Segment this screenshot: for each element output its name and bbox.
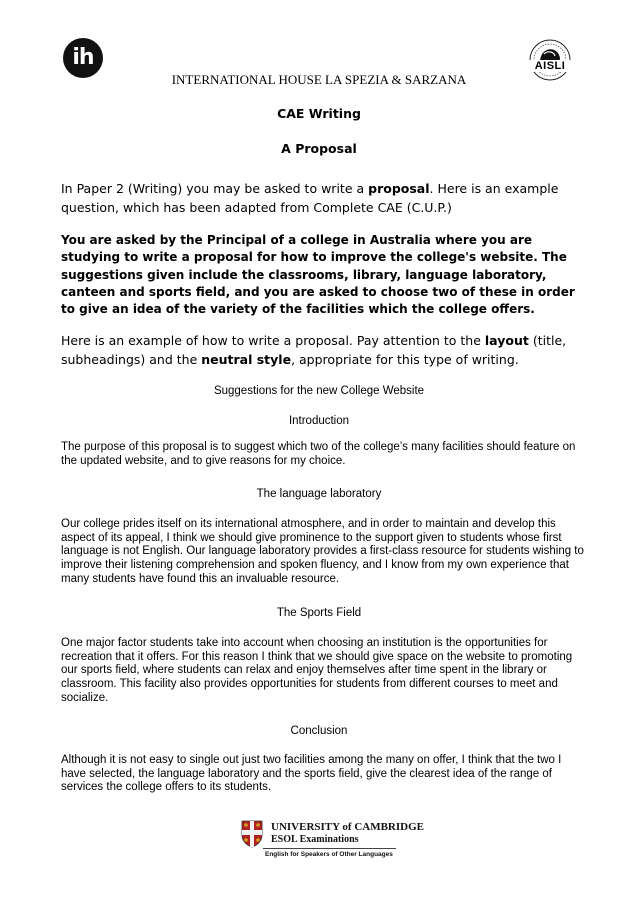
aisli-logo-text: AISLI [528, 60, 572, 72]
cambridge-crest-icon [241, 820, 263, 848]
ih-logo: ih [63, 38, 103, 78]
task-paragraph: You are asked by the Principal of a college in Australia where you are studying to write a proposal for how to improve the college's website. The suggestions given include the classrooms, library, language laboratory, canteen and sports field, and you are asked to choose two of these in order to give an idea of the variety of the facilities which the college offers. [61, 233, 575, 317]
example-text-1: Here is an example of how to write a proposal. Pay attention to the [61, 333, 485, 348]
cambridge-divider [263, 848, 396, 849]
section-heading-introduction: Introduction [288, 415, 350, 427]
institution-header: INTERNATIONAL HOUSE LA SPEZIA & SARZANA [171, 72, 467, 87]
section-heading-language-laboratory: The language laboratory [256, 488, 382, 500]
intro-text-1: In Paper 2 (Writing) you may be asked to write a [61, 181, 369, 196]
document-subtitle: A Proposal [281, 141, 357, 156]
example-text-3: , appropriate for this type of writing. [291, 352, 519, 367]
section-body-introduction: The purpose of this proposal is to suggest which two of the college’s many facilities should feature on the updated website, and to give reasons for my choice. [61, 441, 576, 467]
document-title: CAE Writing [277, 106, 361, 121]
cambridge-esol-logo [241, 820, 424, 860]
example-paragraph [61, 331, 581, 369]
example-bold-neutral-style: neutral style [201, 352, 292, 367]
section-heading-conclusion: Conclusion [290, 725, 348, 737]
section-body-language-laboratory: Our college prides itself on its international atmosphere, and in order to maintain and develop this aspect of its appeal, I think we should give prominence to the support given to students whose first language is not English. Our language laboratory provides a first-class resource for students wishing to improve their listening comprehension and spoken fluency, and I know from my own experience that many students have found this an invaluable resource. [61, 518, 584, 585]
cambridge-tagline: English for Speakers of Other Languages [265, 851, 393, 858]
intro-paragraph [61, 179, 581, 217]
example-bold-layout: layout [484, 333, 529, 348]
cambridge-name: UNIVERSITY of CAMBRIDGE [271, 821, 424, 833]
section-heading-sports-field: The Sports Field [276, 607, 362, 619]
intro-bold-proposal: proposal [368, 181, 430, 196]
section-body-conclusion: Although it is not easy to single out just two facilities among the many on offer, I think that the two I have selected, the language laboratory and the sports field, give the clearest idea of the range of services the college offers to its students. [61, 754, 562, 794]
cambridge-esol: ESOL Examinations [271, 834, 359, 845]
proposal-title: Suggestions for the new College Website [213, 385, 425, 397]
example-text-2: (title, subheadings) and the [61, 333, 567, 367]
section-body-sports-field: One major factor students take into account when choosing an institution is the opportunities for recreation that it offers. For this reason I think that we should give space on the website to promoting our sports field, where students can relax and enjoy themselves after time spent in the library or classroom. This facility also provides opportunities for students from different courses to meet and socialize. [61, 637, 573, 704]
intro-text-2: . Here is an example question, which has been adapted from Complete CAE (C.U.P.) [61, 181, 559, 215]
